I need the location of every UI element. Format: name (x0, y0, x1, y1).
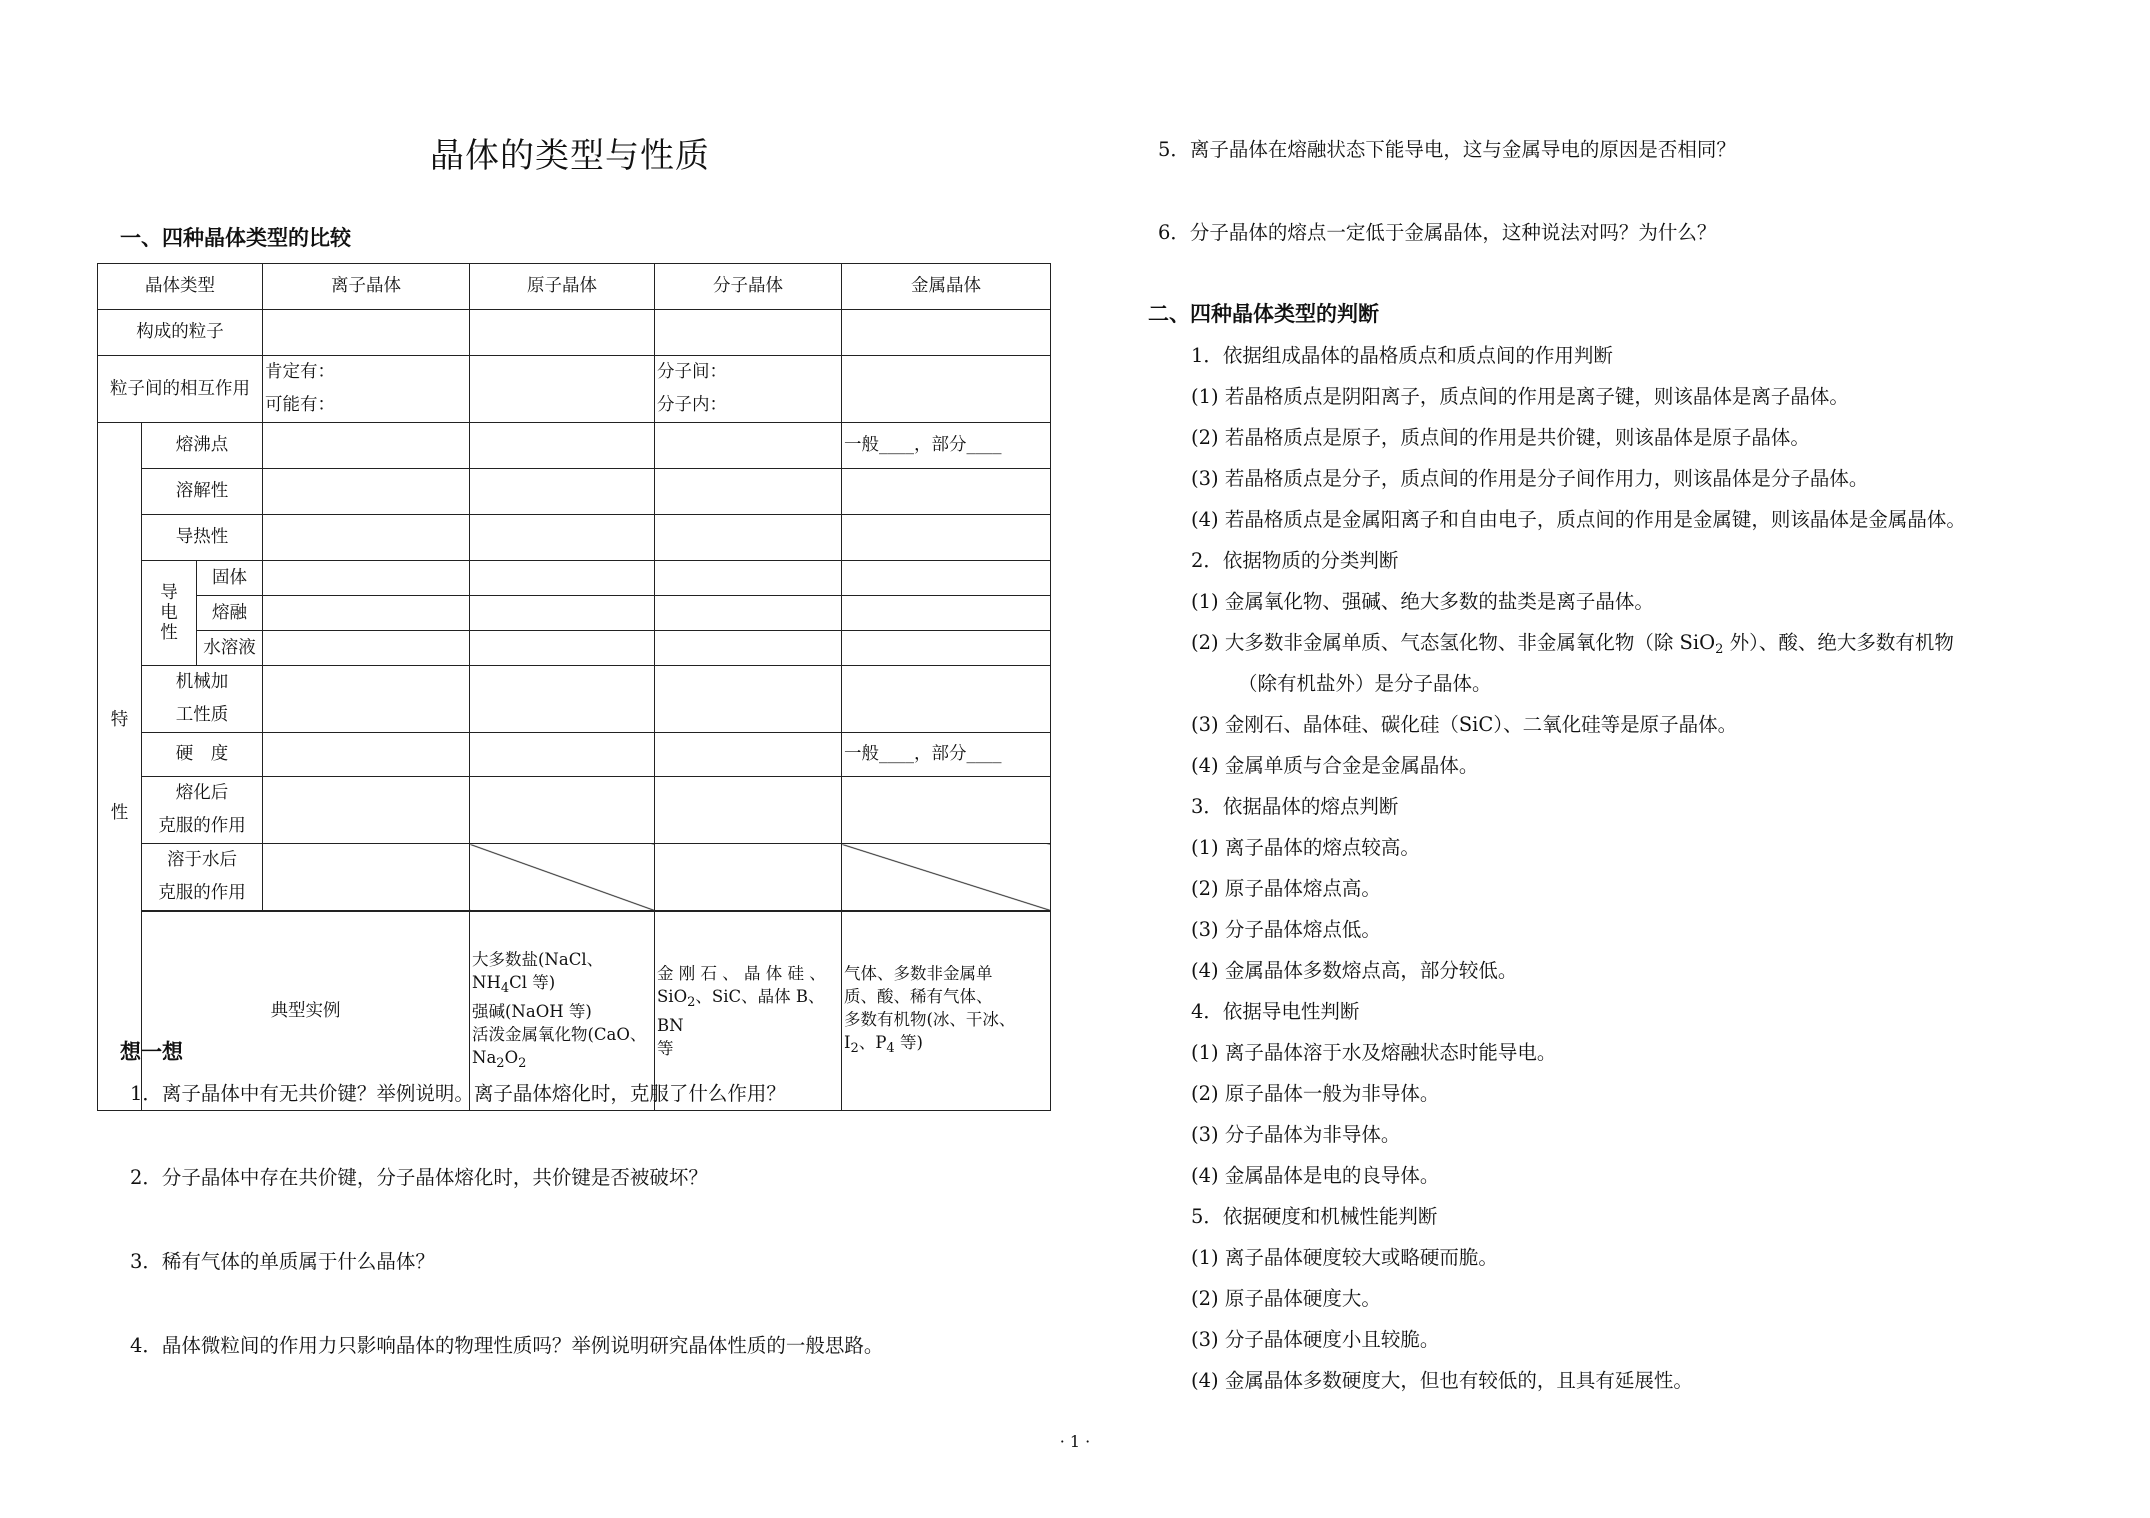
row-label: 特 (110, 709, 129, 730)
table-row (98, 310, 1051, 356)
row-label: 溶于水后 (167, 850, 237, 870)
header-cell: 原子晶体 (470, 264, 655, 310)
judge-heading: 3．依据晶体的熔点判断 (1191, 795, 1399, 818)
question-4: 4．晶体微粒间的作用力只影响晶体的物理性质吗？举例说明研究晶体性质的一般思路。 (130, 1334, 884, 1357)
table-cell: 一般____，部分____ (842, 733, 1051, 777)
judge-item: (3) 分子晶体熔点低。 (1191, 918, 1381, 941)
table-cell (655, 356, 842, 423)
table-row (98, 777, 1051, 844)
section-heading-1: 一、四种晶体类型的比较 (120, 226, 351, 250)
row-label (142, 844, 263, 911)
think-heading: 想一想 (120, 1040, 183, 1064)
section-heading-2: 二、四种晶体类型的判断 (1148, 302, 1379, 326)
header-cell: 金属晶体 (842, 264, 1051, 310)
row-label: 克服的作用 (158, 816, 246, 836)
example-molecular: 气体、多数非金属单 质、酸、稀有气体、 多数有机物(冰、干冰、 $I_2$、$P_4$ 等) (842, 912, 1051, 1111)
judge-item: (1) 金属氧化物、强碱、绝大多数的盐类是离子晶体。 (1191, 590, 1654, 613)
judge-item: (2) 大多数非金属单质、气态氢化物、非金属氧化物（除 SiO$_2$ 外）、酸、绝大多数有机物 (1191, 631, 1954, 657)
judge-item: (1) 离子晶体的熔点较高。 (1191, 836, 1420, 859)
cell-line: 分子间： (657, 362, 727, 382)
row-label: 熔融 (197, 596, 263, 631)
question-5: 5．离子晶体在熔融状态下能导电，这与金属导电的原因是否相同？ (1158, 138, 1736, 161)
judge-heading: 1．依据组成晶体的晶格质点和质点间的作用判断 (1191, 344, 1613, 367)
judge-item: (2) 原子晶体熔点高。 (1191, 877, 1381, 900)
judge-item: (4) 若晶格质点是金属阳离子和自由电子，质点间的作用是金属键，则该晶体是金属晶体。 (1191, 508, 1966, 531)
row-label: 粒子间的相互作用 (98, 356, 263, 423)
row-label: 机械加 (175, 672, 229, 692)
judge-item: (1) 若晶格质点是阴阳离子，质点间的作用是离子键，则该晶体是离子晶体。 (1191, 385, 1849, 408)
table-row (98, 596, 1051, 631)
question-2: 2．分子晶体中存在共价键，分子晶体熔化时，共价键是否被破坏？ (130, 1166, 708, 1189)
judge-item: (3) 分子晶体硬度小且较脆。 (1191, 1328, 1440, 1351)
row-label: 导热性 (142, 515, 263, 561)
diagonal-cell (470, 844, 655, 911)
table-row (98, 356, 1051, 423)
row-label: 熔沸点 (142, 423, 263, 469)
table-header-row (98, 264, 1051, 310)
row-label (142, 561, 197, 666)
table-row (98, 666, 1051, 733)
judge-item: (2) 原子晶体硬度大。 (1191, 1287, 1381, 1310)
header-cell: 晶体类型 (98, 264, 263, 310)
table-row (98, 561, 1051, 596)
judge-item: (3) 分子晶体为非导体。 (1191, 1123, 1401, 1146)
cell-line: 分子内： (657, 395, 727, 415)
judge-item: (4) 金属单质与合金是金属晶体。 (1191, 754, 1479, 777)
judge-item-continued: （除有机盐外）是分子晶体。 (1238, 672, 1492, 695)
row-label: 导电性 (160, 583, 178, 643)
properties-label (98, 423, 142, 1111)
row-label: 典型实例 (142, 912, 470, 1111)
example-atomic: 金 刚 石 、 晶 体 硅 、 SiO$_2$、SiC、晶体 B、BN 等 (655, 912, 842, 1111)
judge-item: (1) 离子晶体溶于水及熔融状态时能导电。 (1191, 1041, 1557, 1064)
row-label: 硬 度 (142, 733, 263, 777)
judge-item: (1) 离子晶体硬度较大或略硬而脆。 (1191, 1246, 1498, 1269)
cell-line: 肯定有： (265, 362, 335, 382)
table-row (98, 423, 1051, 469)
row-label: 克服的作用 (158, 883, 246, 903)
cell-line: 可能有： (265, 395, 335, 415)
judge-item: (2) 若晶格质点是原子，质点间的作用是共价键，则该晶体是原子晶体。 (1191, 426, 1810, 449)
judge-heading: 5．依据硬度和机械性能判断 (1191, 1205, 1438, 1228)
judge-heading: 4．依据导电性判断 (1191, 1000, 1360, 1023)
judge-item: (3) 若晶格质点是分子，质点间的作用是分子间作用力，则该晶体是分子晶体。 (1191, 467, 1869, 490)
table-row (98, 733, 1051, 777)
comparison-table (97, 263, 1051, 1111)
table-cell (263, 356, 470, 423)
header-cell: 离子晶体 (263, 264, 470, 310)
judge-heading: 2．依据物质的分类判断 (1191, 549, 1399, 572)
question-1: 1．离子晶体中有无共价键？举例说明。离子晶体熔化时，克服了什么作用？ (130, 1082, 786, 1105)
table-cell: 一般____，部分____ (842, 423, 1051, 469)
example-ionic: 大多数盐(NaCl、$NH_4Cl$ 等) 强碱(NaOH 等) 活泼金属氧化物(CaO、$Na_2O_2$ (470, 912, 655, 1111)
question-3: 3．稀有气体的单质属于什么晶体？ (130, 1250, 435, 1273)
row-label: 水溶液 (197, 631, 263, 666)
judge-item: (2) 原子晶体一般为非导体。 (1191, 1082, 1440, 1105)
row-label: 熔化后 (175, 783, 229, 803)
row-label: 溶解性 (142, 469, 263, 515)
page-number: · 1 · (1059, 1432, 1091, 1451)
row-label: 固体 (197, 561, 263, 596)
row-label: 构成的粒子 (98, 310, 263, 356)
row-label (142, 777, 263, 844)
judge-item: (4) 金属晶体多数熔点高，部分较低。 (1191, 959, 1518, 982)
table-row (98, 515, 1051, 561)
row-label: 性 (110, 802, 129, 823)
page-title: 晶体的类型与性质 (430, 136, 710, 176)
table-row (98, 844, 1051, 911)
diagonal-cell (842, 844, 1051, 911)
question-6: 6．分子晶体的熔点一定低于金属晶体，这种说法对吗？为什么？ (1158, 221, 1717, 244)
table-row (98, 469, 1051, 515)
row-label: 工性质 (175, 705, 229, 725)
judge-item: (4) 金属晶体多数硬度大，但也有较低的，且具有延展性。 (1191, 1369, 1693, 1392)
row-label (142, 666, 263, 733)
judge-item: (4) 金属晶体是电的良导体。 (1191, 1164, 1440, 1187)
table-row (98, 631, 1051, 666)
judge-item: (3) 金刚石、晶体硅、碳化硅（SiC）、二氧化硅等是原子晶体。 (1191, 713, 1738, 736)
header-cell: 分子晶体 (655, 264, 842, 310)
